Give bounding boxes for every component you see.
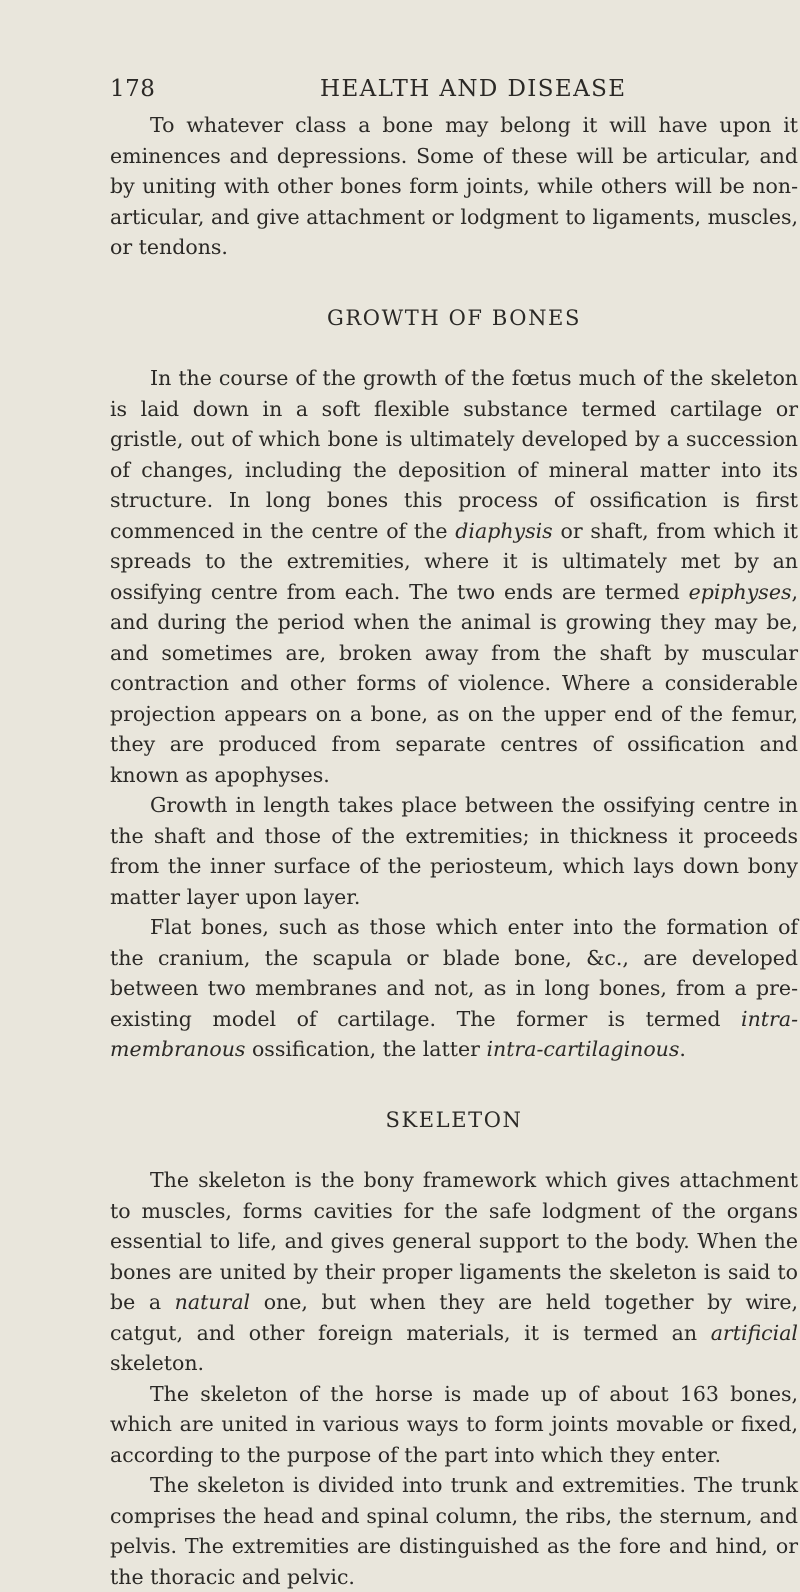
skeleton-paragraph-1 bbox=[110, 1165, 798, 1379]
skeleton-paragraph-3: The skeleton is divided into trunk and extremities. The trunk comprises the head and spinal column, the ribs, the sternum, and pelvis. The extremities are distinguished as the fore and hind, or the thoracic and pelvic. bbox=[110, 1473, 798, 1589]
term-intra-membranous: intra-membranous bbox=[110, 1006, 798, 1061]
text-run: or shaft, from which it spreads to the extremities, where it is ultimately met by an ossifying centre from each. The two ends are termed bbox=[110, 518, 798, 604]
intro-paragraph: To whatever class a bone may belong it will have upon it eminences and depressions. Some of these will be articular, and by uniting with other bones form joints, while others will be non-articular, and give attachment or lodgment to ligaments, muscles, or tendons. bbox=[110, 113, 798, 259]
text-run: . bbox=[679, 1037, 686, 1061]
section-heading-growth: GROWTH OF BONES bbox=[327, 305, 581, 330]
term-artificial: artificial bbox=[710, 1320, 798, 1345]
text-run: Flat bones, such as those which enter into the formation of the cranium, the scapula or blade bone, &c., are developed between two membranes and not, as in long bones, from a pre-existing model of cartilage. The former is termed bbox=[110, 915, 798, 1031]
growth-paragraph-3 bbox=[110, 912, 798, 1065]
page-header bbox=[110, 76, 750, 102]
section-heading-skeleton: SKELETON bbox=[385, 1107, 523, 1132]
growth-paragraph-2: Growth in length takes place between the ossifying centre in the shaft and those of the extremities; in thickness it proceeds from the inner surface of the periosteum, which lays down bony matter layer upon layer. bbox=[110, 793, 798, 909]
text-run: In the course of the growth of the fœtus much of the skeleton is laid down in a soft flexible substance termed cartilage or gristle, out of which bone is ultimately developed by a succession of changes, including the deposition of mineral matter into its structure. In long bones this process of ossification is first commenced in the centre of the bbox=[110, 366, 798, 543]
text-run: skeleton. bbox=[110, 1351, 205, 1375]
text-run: ossification, the latter bbox=[245, 1037, 487, 1061]
running-head: HEALTH AND DISEASE bbox=[320, 76, 627, 102]
text-run: one, but when they are held together by wire, catgut, and other foreign materials, it is termed an bbox=[110, 1290, 798, 1345]
term-natural: natural bbox=[174, 1290, 251, 1314]
page-body bbox=[110, 110, 798, 1592]
page-number: 178 bbox=[110, 76, 156, 102]
term-intra-cartilaginous: intra-cartilaginous bbox=[486, 1037, 680, 1061]
text-run: The skeleton is the bony framework which gives attachment to muscles, forms cavities for the safe lodgment of the organs essential to life, and gives general support to the body. When the bones are united by their proper ligaments the skeleton is said to be a bbox=[110, 1168, 798, 1314]
term-diaphysis: diaphysis bbox=[455, 518, 553, 543]
term-epiphyses: epiphyses bbox=[688, 579, 792, 604]
growth-paragraph-1 bbox=[110, 363, 798, 790]
text-run: , and during the period when the animal is growing they may be, and sometimes are, broken away from the shaft by muscular contraction and other forms of violence. Where a considerable projection appears on a bone, as on the upper end of the femur, they are produced from separate centres of ossification and known as apophyses. bbox=[110, 579, 798, 787]
skeleton-paragraph-2: The skeleton of the horse is made up of about 163 bones, which are united in various ways to form joints movable or fixed, according to the purpose of the part into which they enter. bbox=[110, 1381, 798, 1467]
